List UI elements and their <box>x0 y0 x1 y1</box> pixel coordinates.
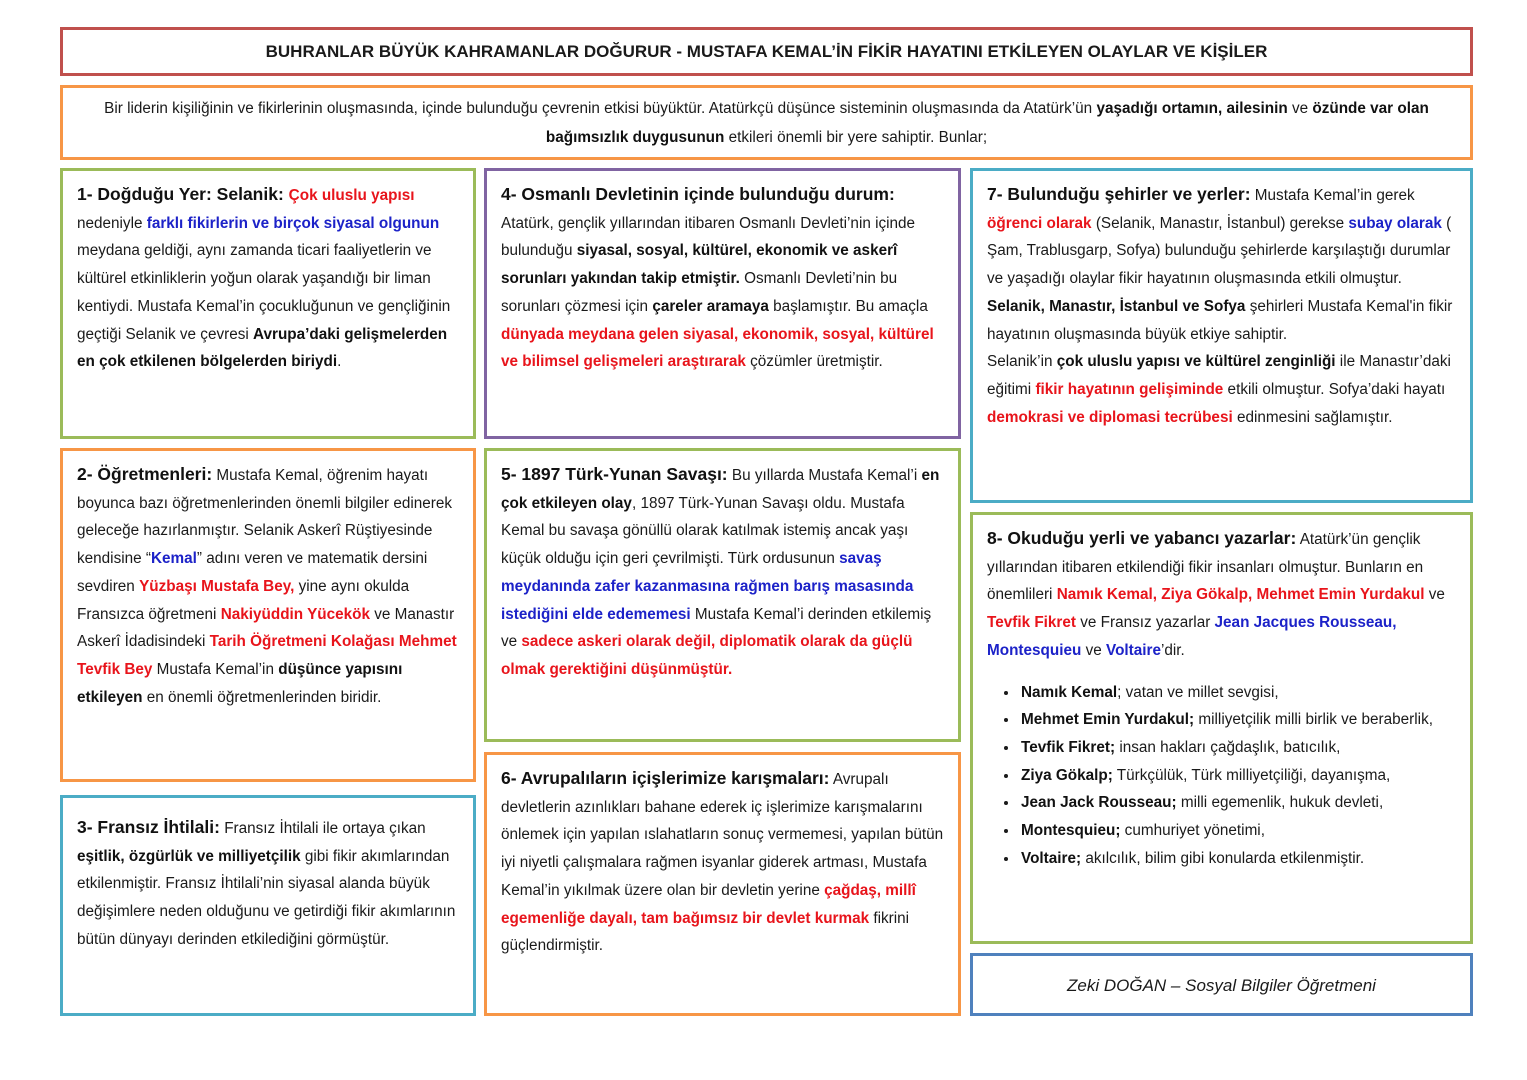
red-highlight: Tarih Öğretmeni Kolağası Mehmet Tevfik Bey <box>77 633 457 678</box>
paragraph <box>987 525 1456 665</box>
box-writers <box>970 512 1473 944</box>
bold-text: Voltaire; <box>1021 849 1082 867</box>
bold-text: Avrupa’daki gelişmelerden en çok etkilenen bölgelerden biriydi <box>77 325 448 371</box>
box-french-revolution <box>60 795 476 1016</box>
text: ” adını veren ve matematik dersini sevdiren <box>77 550 428 595</box>
bold-text: eşitlik, özgürlük ve milliyetçilik <box>77 847 301 865</box>
text: ve Manastır Askerî İdadisindeki <box>77 605 455 651</box>
list-item <box>1019 817 1456 845</box>
bold-text: Tevfik Fikret; <box>1021 738 1116 756</box>
paragraph <box>77 814 459 954</box>
text: gibi fikir akımlarından etkilenmiştir. Fransız İhtilali’nin siyasal alanda büyük değişimlere neden olduğunu ve getirdiği fikir akımlarının bütün dünyayı derinden etkilediğini görmüştür. <box>77 847 456 948</box>
paragraph <box>501 181 944 376</box>
bold-text: Montesquieu; <box>1021 822 1121 840</box>
paragraph <box>501 765 944 960</box>
paragraph <box>83 94 1450 152</box>
text: başlamıştır. Bu amaçla <box>768 297 928 315</box>
bold-text: Selanik, Manastır, İstanbul ve Sofya <box>987 297 1246 315</box>
text: fikrini güçlendirmiştir. <box>501 909 910 955</box>
text: ve Fransız yazarlar <box>1075 614 1215 632</box>
red-highlight: öğrenci olarak <box>987 214 1092 232</box>
blue-highlight: farklı fikirlerin ve birçok siyasal olgunun <box>146 214 440 232</box>
bold-text: özünde var olan bağımsızlık duygusunun <box>545 100 1429 146</box>
list-item <box>1019 679 1456 707</box>
bold-text: Mehmet Emin Yurdakul; <box>1021 711 1195 729</box>
text: Mustafa Kemal’in <box>152 660 279 678</box>
list-item <box>1019 706 1456 734</box>
section-heading: 8- Okuduğu yerli ve yabancı yazarlar: <box>987 528 1297 548</box>
box-european-interference <box>484 752 961 1016</box>
text: Selanik’in <box>987 353 1057 371</box>
text: , 1897 Türk-Yunan Savaşı oldu. Mustafa Kemal bu savaşa gönüllü olarak katılmak istemiş ancak yaşı küçük olduğu için geri çevrilmişti. Türk ordusunun <box>501 494 909 568</box>
text: çözümler üretmiştir. <box>745 353 883 371</box>
section-heading: 1- Doğduğu Yer: Selanik: <box>77 184 289 204</box>
box-teachers <box>60 448 476 782</box>
blue-highlight: Jean Jacques Rousseau, Montesquieu <box>987 614 1397 659</box>
text: etkili olmuştur. Sofya’daki hayatı <box>1223 380 1446 398</box>
text: ile Manastır’daki eğitimi <box>987 353 1451 398</box>
text: (Selanik, Manastır, İstanbul) gerekse <box>1091 214 1349 232</box>
text: Fransız İhtilali ile ortaya çıkan <box>219 820 426 837</box>
text: nedeniyle <box>77 214 147 232</box>
list-item <box>1019 789 1456 817</box>
red-highlight: dünyada meydana gelen siyasal, ekonomik, sosyal, kültürel ve bilimsel gelişmeleri araştırarak <box>501 325 934 371</box>
text: ve <box>1424 586 1445 604</box>
section-heading: 7- Bulunduğu şehirler ve yerler: <box>987 184 1251 204</box>
section-heading: 2- Öğretmenleri: <box>77 464 213 484</box>
author-credit: Zeki DOĞAN – Sosyal Bilgiler Öğretmeni <box>970 953 1473 1016</box>
text: edinmesini sağlamıştır. <box>1232 408 1393 426</box>
text: Bu yıllarda Mustafa Kemal’i <box>727 467 922 484</box>
text: insan hakları çağdaşlık, batıcılık, <box>1115 738 1341 756</box>
red-highlight: sadece askeri olarak değil, diplomatik olarak da güçlü olmak gerektiğini düşünmüştür. <box>501 633 913 678</box>
bold-text: en çok etkileyen olay <box>501 467 940 512</box>
list-item <box>1019 762 1456 790</box>
paragraph <box>987 181 1456 348</box>
text: meydana geldiği, aynı zamanda ticari faaliyetlerin ve kültürel etkinliklerin yoğun olarak yaşandığı bir liman kentiydi. Mustafa Kemal’in çocukluğunun ve gençliğinin geçtiği Selanik ve çevresi <box>77 242 451 343</box>
red-highlight: fikir hayatının gelişiminde <box>1035 380 1224 398</box>
red-highlight: çağdaş, millî egemenliğe dayalı, tam bağımsız bir devlet kurmak <box>501 881 916 927</box>
paragraph <box>77 181 459 376</box>
text: Avrupalı devletlerin azınlıkları bahane ederek iç işlerimize karışmalarını önlemek için yapılan ıslahatların sonuç vermemesi, yapılan bütün iyi niyetli çalışmalara rağmen isyanlar giderek artması, Mustafa Kemal’in yıkılmak üzere olan bir devletin yerine <box>501 771 944 899</box>
text: Türkçülük, Türk milliyetçiliği, dayanışma, <box>1112 766 1391 784</box>
red-highlight: demokrasi ve diplomasi tecrübesi <box>987 408 1233 426</box>
text: Mustafa Kemal’i derinden etkilemiş ve <box>501 605 932 651</box>
bold-text: Namık Kemal <box>1021 683 1118 701</box>
red-highlight: Çok uluslu yapısı <box>288 187 415 204</box>
box-ottoman-state <box>484 168 961 439</box>
text: akılcılık, bilim gibi konularda etkilenmiştir. <box>1081 849 1365 867</box>
bold-text: düşünce yapısını etkileyen <box>77 660 403 706</box>
paragraph <box>501 461 944 684</box>
text: ve <box>1287 100 1313 117</box>
text: etkileri önemli bir yere sahiptir. Bunlar; <box>724 129 988 146</box>
text: Osmanlı Devleti’nin bu sorunları çözmesi için <box>501 270 898 315</box>
text: ve <box>1081 641 1106 659</box>
text: yine aynı okulda Fransızca öğretmeni <box>77 577 410 623</box>
intro-box <box>60 85 1473 160</box>
text: . <box>337 353 342 371</box>
list-item <box>1019 734 1456 762</box>
section-heading: 5- 1897 Türk-Yunan Savaşı: <box>501 464 728 484</box>
text: en önemli öğretmenlerinden biridir. <box>142 688 382 706</box>
text: ; vatan ve millet sevgisi, <box>1117 683 1279 701</box>
red-highlight: Tevfik Fikret <box>987 614 1076 632</box>
red-highlight: Nakiyüddin Yücekök <box>220 605 371 623</box>
section-heading: 6- Avrupalıların içişlerimize karışmaları: <box>501 768 830 788</box>
text: Atatürk, gençlik yıllarından itibaren Osmanlı Devleti’nin içinde bulunduğu <box>501 214 916 260</box>
text: cumhuriyet yönetimi, <box>1120 822 1265 840</box>
box-turkish-greek-war <box>484 448 961 742</box>
section-heading: 4- Osmanlı Devletinin içinde bulunduğu durum: <box>501 184 895 204</box>
text: milli egemenlik, hukuk devleti, <box>1176 794 1384 812</box>
text: şehirleri Mustafa Kemal'in fikir hayatının oluşmasında büyük etkiye sahiptir. <box>987 297 1453 343</box>
blue-highlight: Voltaire <box>1106 641 1161 659</box>
bold-text: Jean Jack Rousseau; <box>1021 794 1177 812</box>
bold-text: yaşadığı ortamın, ailesinin <box>1096 100 1288 117</box>
paragraph <box>987 348 1456 431</box>
text: ’dir. <box>1160 641 1185 659</box>
text: Bir liderin kişiliğinin ve fikirlerinin oluşmasında, içinde bulunduğu çevrenin etkisi büyüktür. Atatürkçü düşünce sisteminin oluşmasında da Atatürk’ün <box>104 100 1097 117</box>
list-item <box>1019 845 1456 873</box>
box-cities <box>970 168 1473 503</box>
text: ( Şam, Trablusgarp, Sofya) bulunduğu şehirlerde karşılaştığı durumlar ve yaşadığı olaylar fikir hayatının oluşmasında etkili olmuştur. <box>987 214 1452 288</box>
text: Mustafa Kemal’in gerek <box>1250 187 1415 204</box>
bold-text: siyasal, sosyal, kültürel, ekonomik ve askerî sorunları yakından takip etmiştir. <box>501 242 898 288</box>
box-birthplace-selanik <box>60 168 476 439</box>
paragraph <box>77 461 459 711</box>
text: milliyetçilik milli birlik ve beraberlik, <box>1194 711 1433 729</box>
writers-list <box>987 679 1456 873</box>
red-highlight: Yüzbaşı Mustafa Bey, <box>139 577 295 595</box>
text: Atatürk’ün gençlik yıllarından itibaren etkilendiği fikir insanları olmuştur. Bunların en önemlileri <box>987 531 1424 604</box>
red-highlight: Namık Kemal, Ziya Gökalp, Mehmet Emin Yurdakul <box>1056 586 1425 604</box>
blue-highlight: Kemal <box>150 550 197 568</box>
blue-highlight: subay olarak <box>1348 214 1442 232</box>
bold-text: çok uluslu yapısı ve kültürel zenginliği <box>1056 353 1336 371</box>
blue-highlight: savaş meydanında zafer kazanmasına rağmen barış masasında istediğini elde edememesi <box>501 550 914 623</box>
section-heading: 3- Fransız İhtilali: <box>77 817 220 837</box>
text: Mustafa Kemal, öğrenim hayatı boyunca bazı öğretmenlerinden önemli bilgiler edinerek geleceğe hazırlanmıştır. Selanik Askerî Rüştiyesinde kendisine “ <box>77 467 452 568</box>
bold-text: çareler aramaya <box>652 297 769 315</box>
bold-text: Ziya Gökalp; <box>1021 766 1113 784</box>
page-title: BUHRANLAR BÜYÜK KAHRAMANLAR DOĞURUR - MUSTAFA KEMAL’İN FİKİR HAYATINI ETKİLEYEN OLAYLAR VE KİŞİLER <box>60 27 1473 76</box>
